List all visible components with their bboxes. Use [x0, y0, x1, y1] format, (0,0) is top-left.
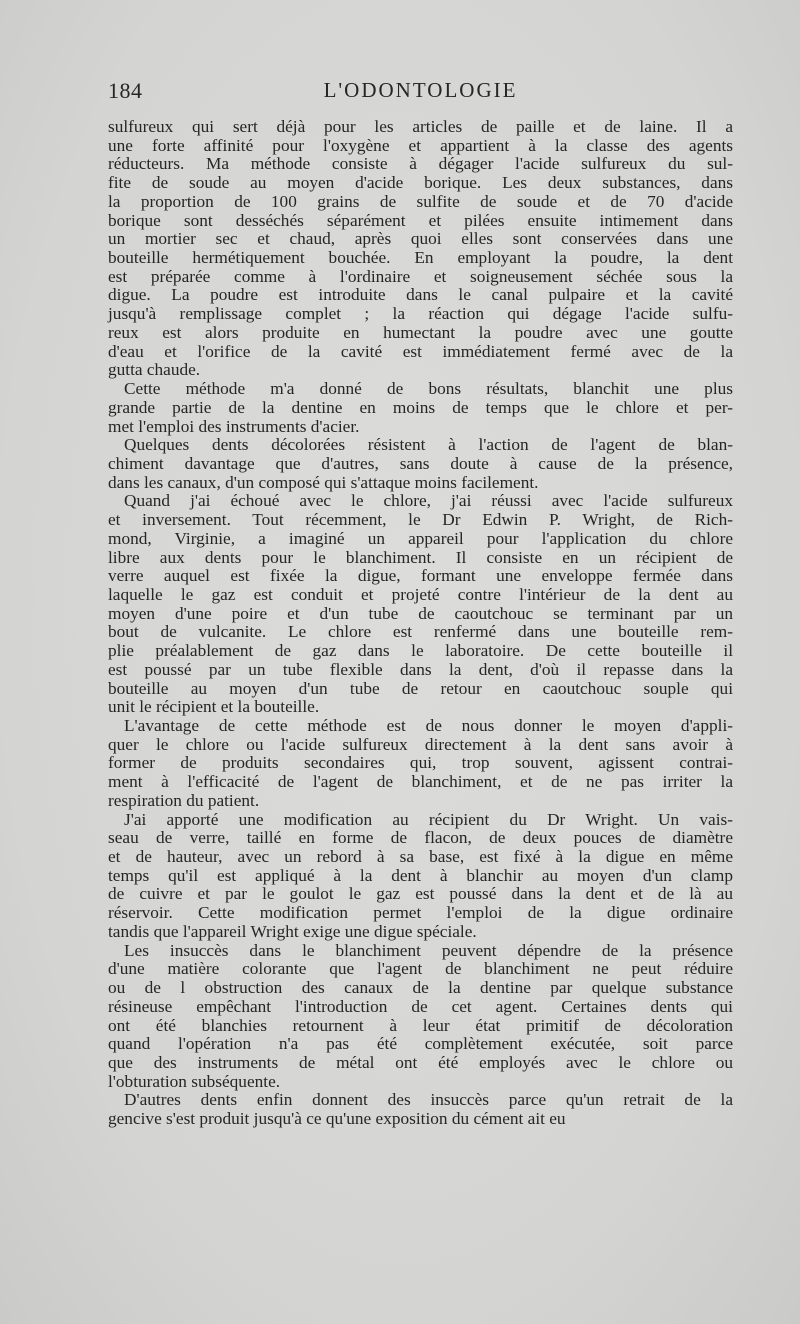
paragraph: [108, 118, 733, 380]
text-line: chiment davantage que d'autres, sans doute à cause de la présence,: [108, 453, 733, 473]
text-line: tandis que l'appareil Wright exige une digue spéciale.: [108, 921, 477, 941]
text-line: et inversement. Tout récemment, le Dr Edwin P. Wright, de Rich-: [108, 510, 733, 530]
text-line: Les insuccès dans le blanchiment peuvent dépendre de la présence: [124, 940, 733, 960]
text-line: dans les canaux, d'un composé qui s'attaque moins facilement.: [108, 472, 539, 492]
text-line: Cette méthode m'a donné de bons résultats, blanchit une plus: [124, 379, 733, 399]
text-line: quand l'opération n'a pas été complètement exécutée, soit parce: [108, 1034, 733, 1054]
text-line: bout de vulcanite. Le chlore est renfermé dans une bouteille rem-: [108, 622, 733, 642]
text-line: sulfureux qui sert déjà pour les articles de paille et de laine. Il a: [108, 117, 733, 136]
paragraph: [108, 380, 733, 436]
text-line: résineuse empêchant l'introduction de cet agent. Certaines dents qui: [108, 996, 733, 1016]
text-line: laquelle le gaz est conduit et projeté contre l'intérieur de la dent au: [108, 584, 733, 604]
text-line: met l'emploi des instruments d'acier.: [108, 416, 360, 436]
text-line: réservoir. Cette modification permet l'emploi de la digue ordinaire: [108, 903, 733, 923]
text-line: Quand j'ai échoué avec le chlore, j'ai réussi avec l'acide sulfureux: [124, 491, 733, 511]
text-line: est poussé par un tube flexible dans la dent, d'où il repasse dans la: [108, 659, 733, 679]
text-line: une forte affinité pour l'oxygène et appartient à la classe des agents: [108, 135, 733, 155]
text-line: jusqu'à remplissage complet ; la réaction qui dégage l'acide sulfu-: [108, 304, 733, 324]
paragraph: [108, 436, 733, 492]
text-line: quer le chlore ou l'acide sulfureux directement à la dent sans avoir à: [108, 734, 733, 754]
text-line: mond, Virginie, a imaginé un appareil pour l'application du chlore: [108, 528, 733, 548]
text-line: la proportion de 100 grains de sulfite de soude et de 70 d'acide: [108, 191, 733, 211]
text-line: ou de l obstruction des canaux de la dentine par quelque substance: [108, 978, 733, 998]
text-line: Quelques dents décolorées résistent à l'action de l'agent de blan-: [124, 435, 733, 455]
text-line: temps qu'il est appliqué à la dent à blanchir au moyen d'un clamp: [108, 865, 733, 885]
paragraph: [108, 492, 733, 717]
text-line: ment à l'efficacité de l'agent de blanchiment, et de ne pas irriter la: [108, 772, 733, 792]
paragraph: [108, 717, 733, 811]
text-line: de cuivre et par le goulot le gaz est poussé dans la dent et de là au: [108, 884, 733, 904]
text-line: verre auquel est fixée la digue, formant une enveloppe fermée dans: [108, 566, 733, 586]
text-line: J'ai apporté une modification au récipient du Dr Wright. Un vais-: [124, 809, 733, 829]
text-line: libre aux dents pour le blanchiment. Il consiste en un récipient de: [108, 547, 733, 567]
page-header: [108, 72, 733, 108]
page-number: 184: [108, 78, 143, 103]
text-line: digue. La poudre est introduite dans le canal pulpaire et la cavité: [108, 285, 733, 305]
paragraph: [108, 811, 733, 942]
body-text: [108, 118, 733, 1129]
paragraph: [108, 1091, 733, 1128]
text-line: borique sont desséchés séparément et pilées ensuite intimement dans: [108, 210, 733, 230]
text-line: est préparée comme à l'ordinaire et soigneusement séchée sous la: [108, 266, 733, 286]
text-line: ont été blanchies retournent à leur état primitif de décoloration: [108, 1015, 733, 1035]
text-line: d'eau et l'orifice de la cavité est immédiatement fermé avec de la: [108, 341, 733, 361]
text-line: que des instruments de métal ont été employés avec le chlore ou: [108, 1052, 733, 1072]
text-line: plie préalablement de gaz dans le laboratoire. De cette bouteille il: [108, 641, 733, 661]
paragraph: [108, 942, 733, 1092]
text-line: grande partie de la dentine en moins de temps que le chlore et per-: [108, 397, 733, 417]
text-line: D'autres dents enfin donnent des insuccès parce qu'un retrait de la: [124, 1090, 733, 1110]
text-line: unit le récipient et la bouteille.: [108, 697, 320, 717]
text-line: seau de verre, taillé en forme de flacon, de deux pouces de diamètre: [108, 828, 733, 848]
text-line: L'avantage de cette méthode est de nous donner le moyen d'appli-: [124, 716, 733, 735]
text-line: respiration du patient.: [108, 790, 260, 810]
text-line: fite de soude au moyen d'acide borique. Les deux substances, dans: [108, 173, 733, 193]
text-line: moyen d'une poire et d'un tube de caoutchouc se terminant par un: [108, 603, 733, 623]
text-line: bouteille au moyen d'un tube de retour en caoutchouc souple qui: [108, 678, 733, 698]
text-line: gencive s'est produit jusqu'à ce qu'une exposition du cément ait eu: [108, 1109, 566, 1129]
text-line: gutta chaude.: [108, 360, 201, 380]
text-line: réducteurs. Ma méthode consiste à dégager l'acide sulfureux du sul-: [108, 154, 733, 174]
text-line: former de produits secondaires qui, trop souvent, agissent contrai-: [108, 753, 733, 773]
text-line: l'obturation subséquente.: [108, 1071, 281, 1091]
text-line: d'une matière colorante que l'agent de blanchiment ne peut réduire: [108, 959, 733, 979]
text-line: et de hauteur, avec un rebord à sa base, est fixé à la digue en même: [108, 847, 733, 867]
text-line: un mortier sec et chaud, après quoi elles sont conservées dans une: [108, 229, 733, 249]
text-line: bouteille hermétiquement bouchée. En employant la poudre, la dent: [108, 248, 733, 268]
running-title: L'ODONTOLOGIE: [323, 78, 518, 102]
text-line: reux est alors produite en humectant la poudre avec une goutte: [108, 322, 733, 342]
